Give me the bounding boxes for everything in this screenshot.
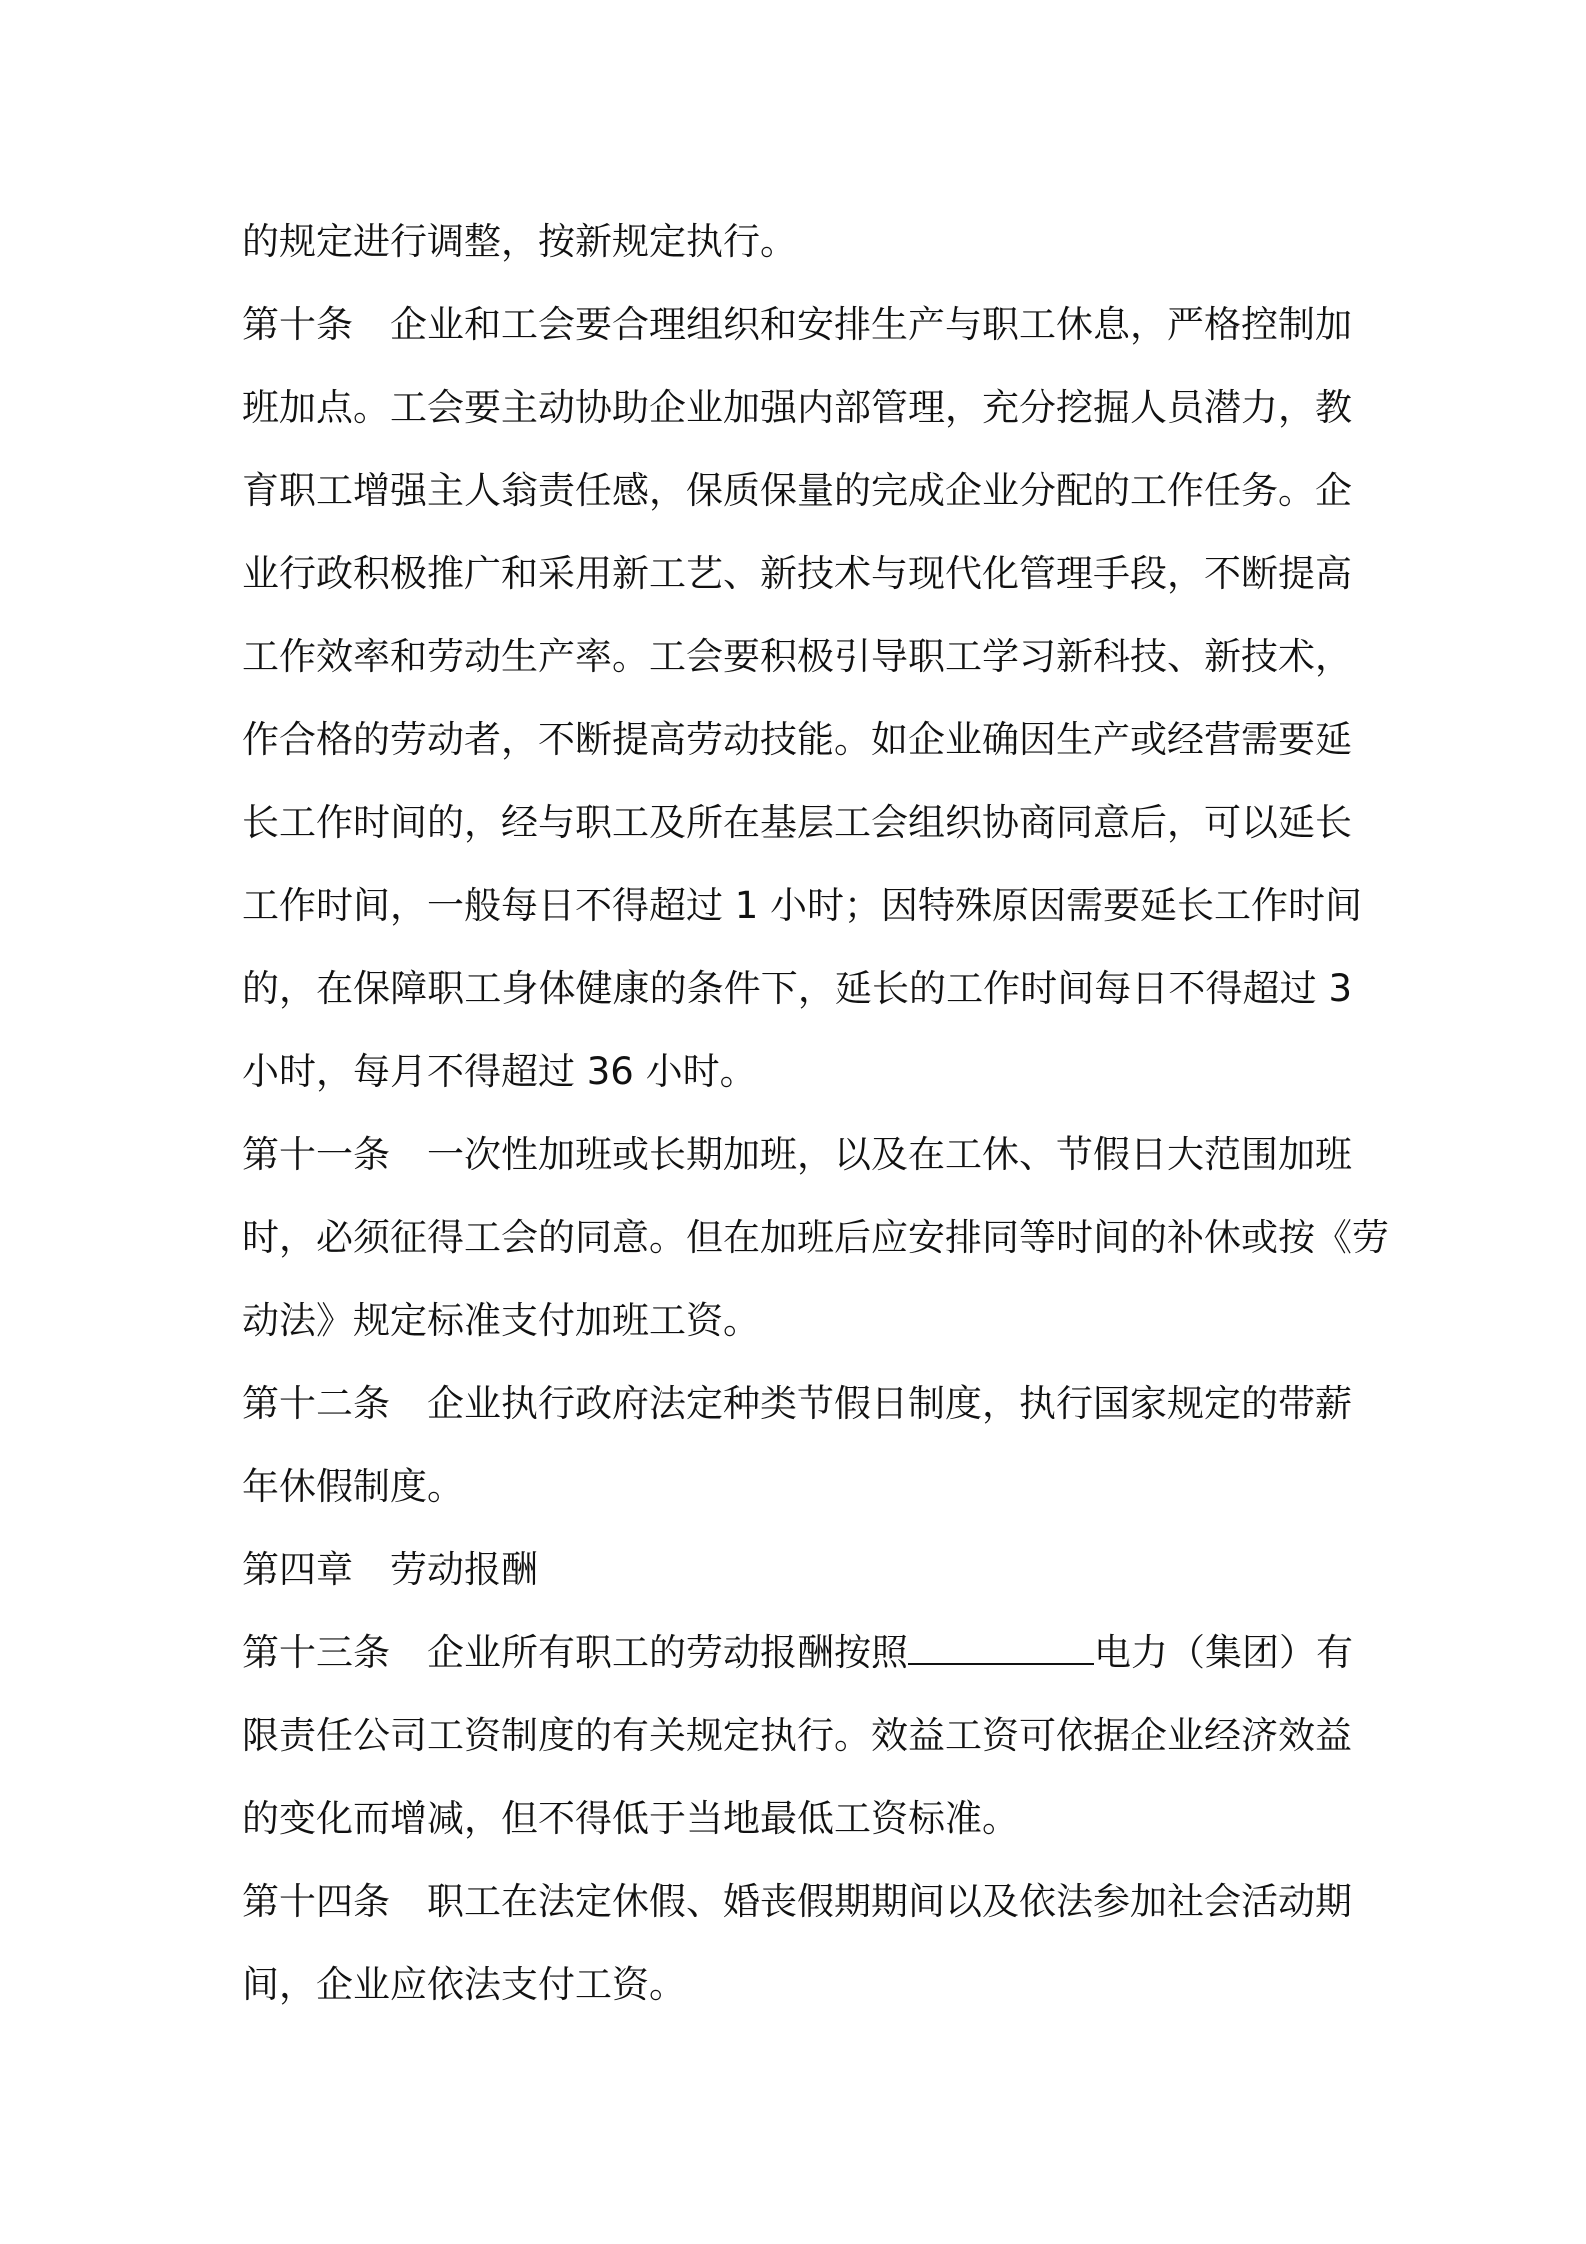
text-line: 作合格的劳动者，不断提高劳动技能。如企业确因生产或经营需要延	[242, 718, 1352, 761]
article-13-line	[242, 1611, 1352, 1694]
text-line: 工作时间，一般每日不得超过 1 小时；因特殊原因需要延长工作时间	[242, 884, 1363, 927]
text-line: 业行政积极推广和采用新工艺、新技术与现代化管理手段，不断提高	[242, 552, 1352, 595]
fill-in-blank	[908, 1633, 1094, 1665]
text-line: 年休假制度。	[242, 1465, 464, 1508]
article-11-line: 第十一条 一次性加班或长期加班，以及在工休、节假日大范围加班	[242, 1133, 1352, 1176]
text-line: 小时，每月不得超过 36 小时。	[242, 1050, 757, 1093]
article-13-suffix: 电力（集团）有	[1094, 1631, 1353, 1674]
text-line: 工作效率和劳动生产率。工会要积极引导职工学习新科技、新技术，	[242, 635, 1352, 678]
article-10-line: 第十条 企业和工会要合理组织和安排生产与职工休息，严格控制加	[242, 303, 1352, 346]
text-line: 的，在保障职工身体健康的条件下，延长的工作时间每日不得超过 3	[242, 967, 1352, 1010]
chapter-heading: 第四章 劳动报酬	[242, 1548, 538, 1591]
text-line: 间，企业应依法支付工资。	[242, 1963, 686, 2006]
text-line: 时，必须征得工会的同意。但在加班后应安排同等时间的补休或按《劳	[242, 1216, 1389, 1259]
article-13-prefix: 第十三条 企业所有职工的劳动报酬按照	[242, 1631, 908, 1674]
text-line: 的变化而增减，但不得低于当地最低工资标准。	[242, 1797, 1019, 1840]
text-line: 限责任公司工资制度的有关规定执行。效益工资可依据企业经济效益	[242, 1714, 1352, 1757]
article-14-line: 第十四条 职工在法定休假、婚丧假期期间以及依法参加社会活动期	[242, 1880, 1352, 1923]
article-12-line: 第十二条 企业执行政府法定种类节假日制度，执行国家规定的带薪	[242, 1382, 1352, 1425]
document-page	[242, 200, 1389, 2026]
text-line: 长工作时间的，经与职工及所在基层工会组织协商同意后，可以延长	[242, 801, 1352, 844]
text-line: 育职工增强主人翁责任感，保质保量的完成企业分配的工作任务。企	[242, 469, 1352, 512]
text-line: 动法》规定标准支付加班工资。	[242, 1299, 760, 1342]
text-line: 班加点。工会要主动协助企业加强内部管理，充分挖掘人员潜力，教	[242, 386, 1352, 429]
text-line: 的规定进行调整，按新规定执行。	[242, 220, 797, 263]
